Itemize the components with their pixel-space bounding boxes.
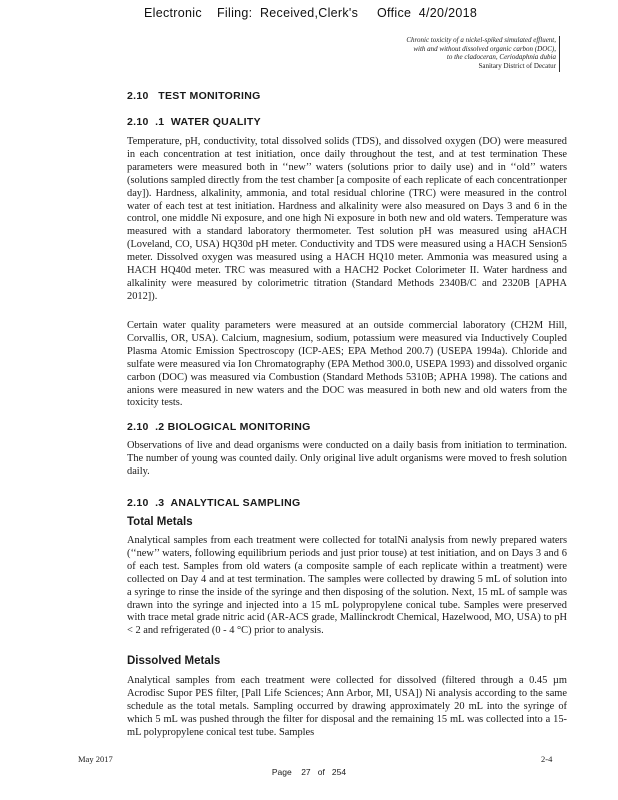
water-quality-heading: 2.10 .1 WATER QUALITY: [127, 116, 261, 128]
report-title-line-2: with and without dissolved organic carbon (DOC),: [413, 44, 556, 53]
footer-page-number: Page 27 of 254: [271, 767, 347, 777]
footer-date: May 2017: [78, 754, 113, 764]
report-title-line-3: to the cladoceran, Ceriodaphnia dubia: [446, 53, 556, 62]
footer-section-page: 2-4: [541, 754, 553, 764]
biological-monitoring-paragraph: Observations of live and dead organisms were conducted on a daily basis from initiation to termination. The number of young was counted daily. Only original live adult organisms were moved to fresh solution daily.: [127, 440, 567, 477]
total-metals-paragraph: Analytical samples from each treatment were collected for totalNi analysis from newly prepared waters (‘‘new’’ waters, following equilibrium periods and just prior touse) at test initiation, and on Days 3 and 6 of each test. Samples from old waters (a composite sample of each replicate within a treatment) were collected on Day 4 and at test termination. The samples were collected by drawing 5 mL of solution into a syringe to rinse the inside of the syringe and then disposing of the solution. Next, 15 mL of sample was drawn into the syringe and injected into a 15 mL polypropylene conical tube. Samples were preserved with trace metal grade nitric acid (AR-ACS grade, Mallinckrodt Chemical, Hazelwood, MO, USA) to pH < 2 and refrigerated (0 - 4 °C) prior to analysis.: [127, 535, 567, 637]
biological-monitoring-heading: 2.10 .2 BIOLOGICAL MONITORING: [127, 421, 311, 433]
filing-stamp: Electronic Filing: Received,Clerk's Office 4/20/2018: [144, 6, 478, 20]
water-quality-paragraph-1: Temperature, pH, conductivity, total dissolved solids (TDS), and dissolved oxygen (DO) were measured in each concentration at test initiation, once daily throughout the test, and at test termination These parameters were measured both in ‘‘new’’ waters (solutions prior to daily use) and in ‘‘old’’ waters (solutions sampled directly from the test chamber [a composite of each replicate of each concentrationper day]). Hardness, alkalinity, ammonia, and total residual chlorine (TRC) were measured in the control water of each test at test initiation. Hardness and alkalinity were also measured on Days 3 and 6 in the control, one middle Ni exposure, and one high Ni exposure in both new and old waters. Temperature was measured with a standard laboratory thermometer. Test solution pH was measured using aHACH (Loveland, CO, USA) HQ30d pH meter. Conductivity and TDS were measured using a HACH Sension5 meter. Dissolved oxygen was measured using a HACH HQ10 meter. Ammonia was measured using a HACH HQ40d meter. TRC was measured with a HACH2 Pocket Colorimeter II. Water hardness and alkalinity were measured by colorimetric titration (Standard Methods 2340B/C and 2320B [APHA 2012]).: [127, 136, 567, 302]
report-title-line-1: Chronic toxicity of a nickel-spiked simulated effluent,: [406, 36, 556, 44]
organization-name: Sanitary District of Decatur: [478, 61, 556, 70]
report-header: [356, 36, 560, 72]
section-heading: 2.10 TEST MONITORING: [127, 90, 261, 102]
water-quality-paragraph-2: Certain water quality parameters were measured at an outside commercial laboratory (CH2M Hill, Corvallis, OR, USA). Calcium, magnesium, sodium, potassium were measured via Inductively Coupled Plasma Atomic Emission Spectroscopy (ICP-AES; EPA Method 200.7) (USEPA 1994a). Chloride and sulfate were measured via Ion Chromatography (EPA Method 300.0, USEPA 1993) and dissolved organic carbon (DOC) was measured via Combustion (Standard Methods 5310B; APHA 1998). The cations and anions were measured in new waters and the DOC was measured in both new and old waters from the toxicity tests.: [127, 320, 567, 409]
dissolved-metals-heading: Dissolved Metals: [127, 655, 221, 667]
analytical-sampling-heading: 2.10 .3 ANALYTICAL SAMPLING: [127, 497, 301, 509]
total-metals-heading: Total Metals: [127, 516, 193, 528]
dissolved-metals-paragraph: Analytical samples from each treatment were collected for dissolved (filtered through a 0.45 µm Acrodisc Supor PES filter, [Pall Life Sciences; Ann Arbor, MI, USA]) Ni analysis according to the same schedule as the total metals. Sampling occurred by drawing approximately 20 mL into the syringe of which 5 mL was pushed through the filter for disposal and the remaining 15 mL was collected into a 15-mL polypropylene conical test tube. Samples: [127, 675, 567, 738]
